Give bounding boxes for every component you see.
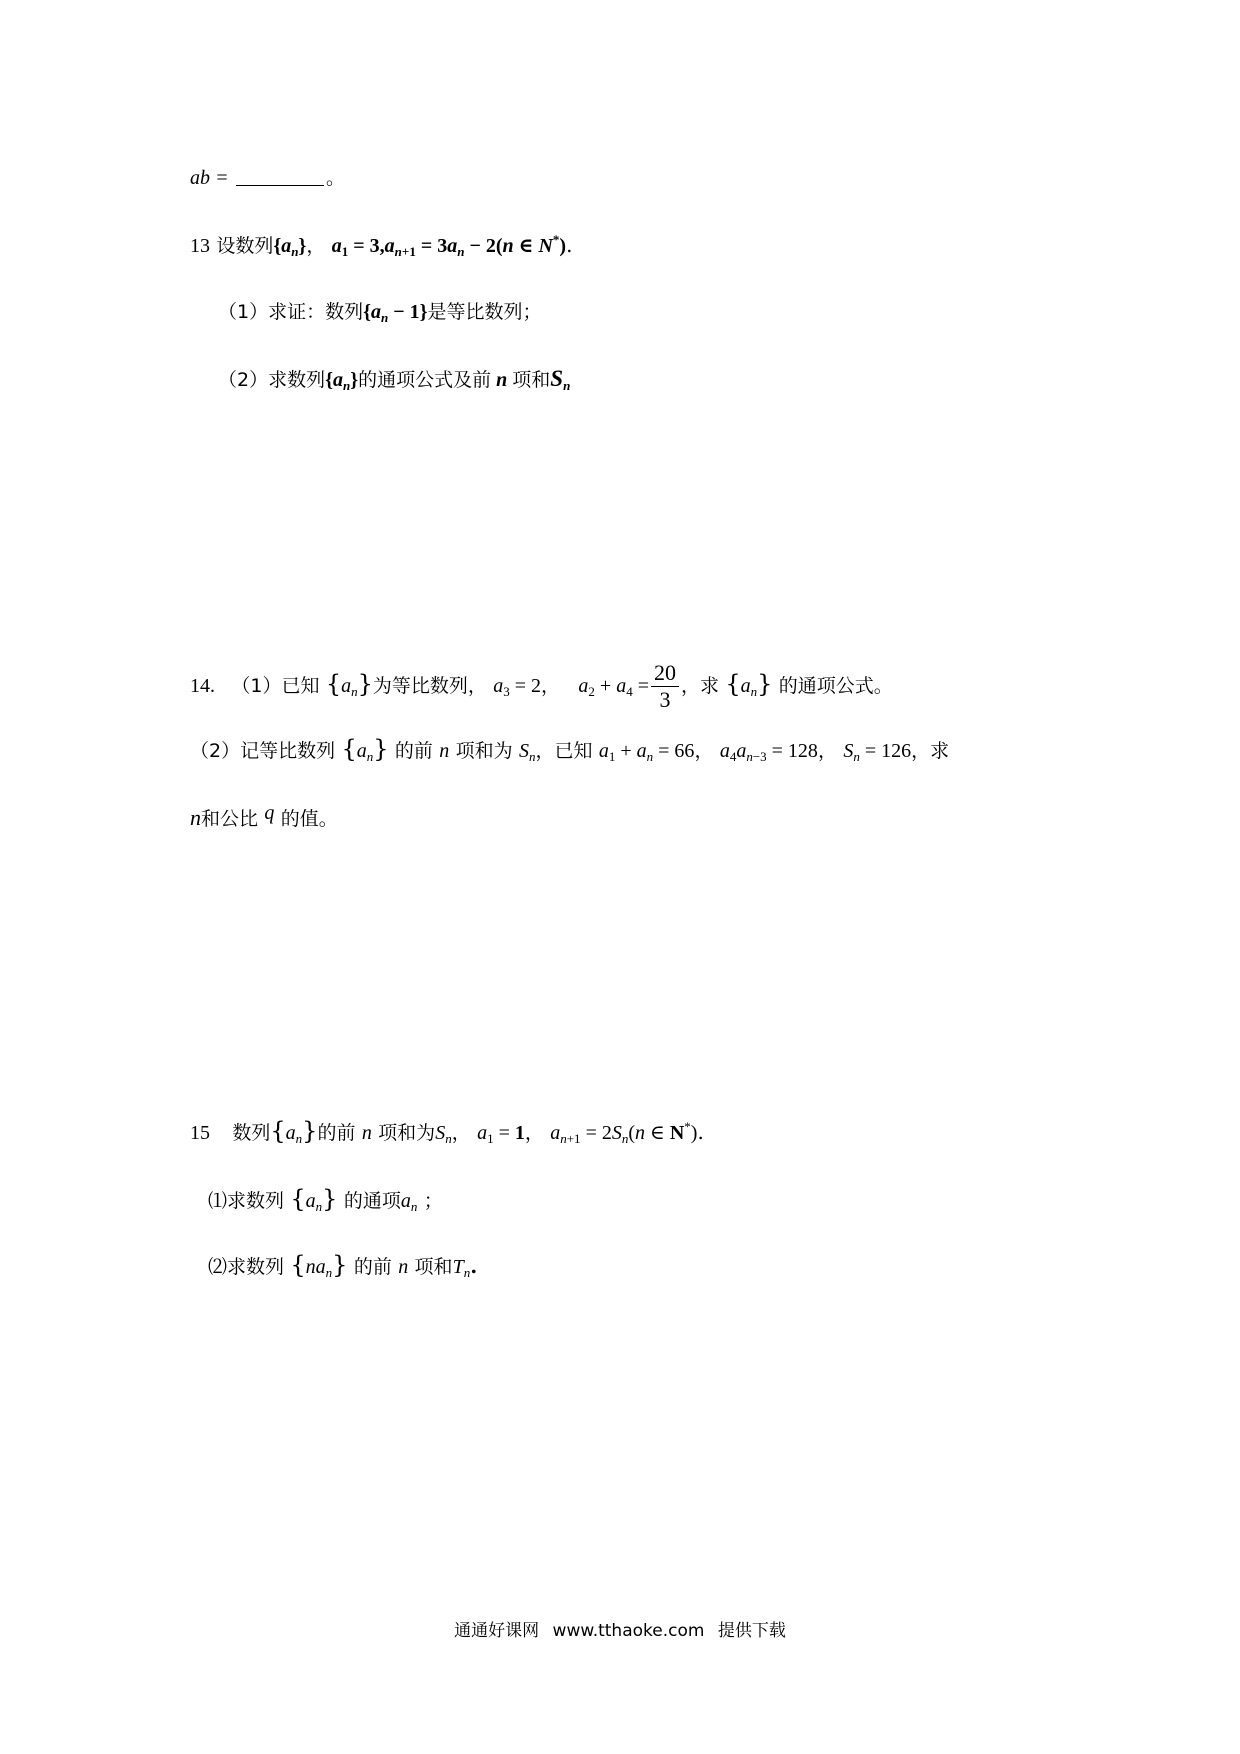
q15-sum-symbol: $T_n$ <box>452 1256 471 1280</box>
q15-recurrence: $a_{n+1} = 2S_n(n$ ∈ N*) <box>550 1119 698 1146</box>
q13-part2-seq: $\{a_n\}$ <box>325 369 359 393</box>
q15-given-a1: $a_1 = 1$ <box>477 1122 525 1146</box>
q14-part1-label: （1） <box>231 675 282 697</box>
q13-recurrence: $a_1 = 3,a_{n+1} = 3a_n - 2(n$ ∈ N*) <box>331 232 567 259</box>
q15-stem-text: 数列 <box>232 1122 271 1144</box>
q15-part2-seq: $\{na_n\}$ <box>290 1251 348 1280</box>
q14-given-a3: $a_3 = 2$ <box>493 675 542 699</box>
q14-part2-label: （2） <box>190 740 241 762</box>
q13-part1-label: （1） <box>218 301 269 323</box>
q15-part1: ⑴求数列 $\{a_n\}$ 的通项$a_n$ ； <box>208 1185 443 1214</box>
q14-part2-seq: $\{a_n\}$ <box>341 735 389 764</box>
q15-part2: ⑵求数列 $\{na_n\}$ 的前 n 项和$T_n$. <box>208 1251 478 1280</box>
q13-part2-label: （2） <box>218 369 269 391</box>
q15-part2-label: ⑵ <box>208 1256 228 1278</box>
footer-tail: 提供下载 <box>717 1621 786 1641</box>
q15-seq-notation: $\{a_n\}$ <box>270 1117 318 1146</box>
q15-number: 15 <box>190 1122 210 1144</box>
prev-answer-line: ab = 。 <box>190 167 346 189</box>
q14-part2-line2: n和公比 q 的值。 <box>190 802 338 830</box>
q15-part1-label: ⑴ <box>208 1190 228 1212</box>
q14-part2: （2）记等比数列 $\{a_n\}$ 的前 n 项和为 $S_n$，已知 $a_1 + a_n = 66$， $a_4a_{n-3} = 128$， $S_n = 126$，求 <box>190 735 950 764</box>
q14-given-sum: $a_2 + a_4$ = <box>578 675 649 699</box>
q15-stem: 15 数列$\{a_n\}$的前 n 项和为$S_n$， $a_1 = 1$， $a_{n+1} = 2S_n(n$ ∈ N*). <box>190 1117 704 1146</box>
q15-term-symbol: $a_n$ <box>400 1190 418 1214</box>
q13-number: 13 <box>190 235 210 257</box>
answer-blank <box>236 167 324 186</box>
prev-answer-suffix: 。 <box>326 167 346 189</box>
q13-seq-notation: $\{a_n\}$ <box>273 235 307 259</box>
q14-ratio-symbol: q <box>264 802 275 824</box>
q13-part1: （1）求证：数列$\{a_n - 1\}$是等比数列； <box>218 301 542 325</box>
q14-eq3: $S_n = 126$ <box>843 740 912 764</box>
q14-eq2: $a_4a_{n-3} = 128$ <box>719 740 818 764</box>
q13-sum-symbol: $S_n$ <box>550 366 571 393</box>
footer-url[interactable]: www.tthaoke.com <box>552 1621 705 1641</box>
q14-part1: 14. （1）已知 $\{a_n\}$为等比数列， $a_3 = 2$， $a_2 + a_4$ = $\frac{20}{3}$ ，求 $\{a_n\}$ 的通项公式。 <box>190 660 893 712</box>
q14-number: 14. <box>190 675 215 697</box>
footer-site-name: 通通好课网 <box>454 1621 540 1641</box>
q14-fraction: $\frac{20}{3}$ <box>651 660 679 713</box>
q13-stem-text: 设数列 <box>216 235 274 257</box>
q13-part1-seq: $\{a_n - 1\}$ <box>363 301 428 325</box>
q14-eq1: $a_1 + a_n = 66$ <box>598 740 695 764</box>
q13-stem: 13 设数列$\{a_n\}$， $a_1 = 3,a_{n+1} = 3a_n - 2(n$ ∈ N*). <box>190 232 573 259</box>
q14-sum-symbol: $S_n$ <box>519 740 536 764</box>
q13-part2: （2）求数列$\{a_n\}$的通项公式及前 n 项和$S_n$ <box>218 366 571 393</box>
prev-answer-prefix: ab <box>190 167 210 189</box>
page-footer <box>0 1616 1240 1641</box>
q14-seq-notation: $\{a_n\}$ <box>325 670 373 699</box>
